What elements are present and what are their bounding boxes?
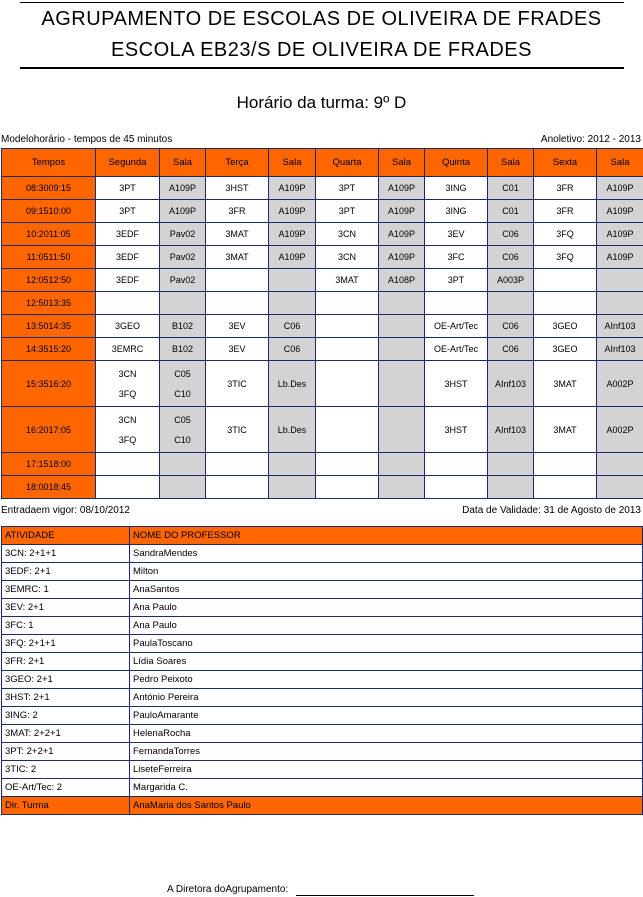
room-cell: A109P: [379, 177, 425, 200]
schedule-row: [2, 177, 643, 200]
subject-cell: 3GEO: [96, 315, 160, 338]
activity-cell: OE-Art/Tec: 2: [2, 779, 130, 797]
signature-line: [296, 895, 474, 896]
subject-cell: 3MAT: [534, 407, 597, 453]
column-header: Sexta: [534, 149, 597, 177]
subject-cell: OE-Art/Tec: [425, 315, 488, 338]
room-cell: [488, 292, 534, 315]
room-cell: C06: [269, 315, 316, 338]
room-cell: [379, 476, 425, 499]
subject-cell: [96, 476, 160, 499]
time-slot: 08:3009:15: [2, 177, 96, 200]
schedule-row: [2, 407, 643, 453]
room-cell: AInf103: [488, 361, 534, 407]
room-cell: [379, 407, 425, 453]
subject-cell: [206, 292, 269, 315]
time-slot: 11:0511:50: [2, 246, 96, 269]
column-header: Sala: [597, 149, 643, 177]
teacher-name-cell: PauloAmarante: [130, 707, 643, 725]
room-cell: A002P: [597, 361, 643, 407]
subject-cell: 3CN: [316, 246, 379, 269]
subject-cell: [316, 453, 379, 476]
room-cell: A109P: [597, 177, 643, 200]
teacher-name-cell: Margarida C.: [130, 779, 643, 797]
teacher-row: [2, 563, 643, 581]
subject-cell: 3PT: [96, 200, 160, 223]
column-header: Sala: [269, 149, 316, 177]
teacher-name-cell: FernandaTorres: [130, 743, 643, 761]
teacher-name-cell: LiseteFerreira: [130, 761, 643, 779]
subject-cell: 3ING: [425, 200, 488, 223]
subject-cell: 3EDF: [96, 223, 160, 246]
subject-entry: 3FQ: [118, 388, 137, 399]
room-cell: C06: [488, 246, 534, 269]
room-cell: [597, 292, 643, 315]
schedule-row: [2, 453, 643, 476]
column-header: Quinta: [425, 149, 488, 177]
teacher-row: [2, 671, 643, 689]
activity-cell: 3FR: 2+1: [2, 653, 130, 671]
subject-cell: 3EDF: [96, 269, 160, 292]
subject-entry: 3CN: [118, 368, 137, 379]
subject-cell: 3MAT: [206, 246, 269, 269]
column-header: Quarta: [316, 149, 379, 177]
room-cell: [160, 453, 206, 476]
room-cell: C01: [488, 177, 534, 200]
room-cell: A109P: [379, 200, 425, 223]
teacher-row: [2, 581, 643, 599]
room-cell: [488, 476, 534, 499]
activity-cell: 3FQ: 2+1+1: [2, 635, 130, 653]
schedule-row: [2, 361, 643, 407]
room-cell: A003P: [488, 269, 534, 292]
room-cell: [160, 476, 206, 499]
room-cell: [488, 453, 534, 476]
room-cell: Pav02: [160, 246, 206, 269]
subject-cell: [425, 476, 488, 499]
room-cell: [597, 453, 643, 476]
room-cell: Lb.Des: [269, 361, 316, 407]
teacher-name-cell: PaulaToscano: [130, 635, 643, 653]
activity-cell: 3ING: 2: [2, 707, 130, 725]
room-entry: C05: [174, 414, 191, 425]
teacher-name-cell: NOME DO PROFESSOR: [130, 527, 643, 545]
subject-cell: [534, 453, 597, 476]
subject-cell: 3EV: [206, 338, 269, 361]
subject-entry: 3CN: [118, 414, 137, 425]
time-slot: 15:3516:20: [2, 361, 96, 407]
teacher-name-cell: AnaMaria dos Santos Paulo: [130, 797, 643, 815]
room-cell: AInf103: [597, 315, 643, 338]
time-slot: 12:5013:35: [2, 292, 96, 315]
room-cell: [379, 315, 425, 338]
subject-cell: [316, 315, 379, 338]
teacher-row: [2, 599, 643, 617]
teachers-table: [1, 526, 643, 815]
school-title: ESCOLA EB23/S DE OLIVEIRA DE FRADES: [111, 39, 532, 61]
room-cell: [160, 407, 206, 453]
subject-cell: 3TIC: [206, 361, 269, 407]
teacher-name-cell: AnaSantos: [130, 581, 643, 599]
teacher-name-cell: Ana Paulo: [130, 617, 643, 635]
room-entry: C05: [174, 368, 191, 379]
room-cell: Lb.Des: [269, 407, 316, 453]
room-cell: C06: [488, 338, 534, 361]
activity-cell: 3PT: 2+2+1: [2, 743, 130, 761]
subject-cell: [534, 476, 597, 499]
subject-cell: 3FC: [425, 246, 488, 269]
room-cell: Pav02: [160, 223, 206, 246]
subject-cell: 3EDF: [96, 246, 160, 269]
subject-entry: 3FQ: [118, 434, 137, 445]
room-cell: A109P: [269, 223, 316, 246]
time-slot: 14:3515:20: [2, 338, 96, 361]
subject-cell: 3MAT: [316, 269, 379, 292]
subject-cell: 3EV: [206, 315, 269, 338]
teacher-row: [2, 761, 643, 779]
subject-cell: 3PT: [96, 177, 160, 200]
schedule-row: [2, 338, 643, 361]
subject-cell: 3EMRC: [96, 338, 160, 361]
subject-cell: [96, 407, 160, 453]
subject-cell: [96, 453, 160, 476]
time-slot: 13:5014:35: [2, 315, 96, 338]
subject-cell: 3GEO: [534, 338, 597, 361]
class-director-row: [2, 797, 643, 815]
time-slot: 12:0512:50: [2, 269, 96, 292]
room-cell: [597, 476, 643, 499]
room-cell: [379, 338, 425, 361]
activity-cell: 3FC: 1: [2, 617, 130, 635]
top-rule: [20, 2, 624, 3]
subject-cell: [316, 407, 379, 453]
schedule-row: [2, 315, 643, 338]
subject-cell: 3CN: [316, 223, 379, 246]
teacher-row: [2, 545, 643, 563]
time-slot: 10:2011:05: [2, 223, 96, 246]
subject-cell: 3PT: [316, 200, 379, 223]
subject-cell: 3HST: [425, 361, 488, 407]
subject-cell: [96, 292, 160, 315]
room-cell: C06: [488, 223, 534, 246]
schedule-row: [2, 269, 643, 292]
subject-cell: 3PT: [316, 177, 379, 200]
column-header: Sala: [488, 149, 534, 177]
time-slot: 16:2017:05: [2, 407, 96, 453]
room-cell: [597, 269, 643, 292]
room-cell: A109P: [379, 223, 425, 246]
room-cell: C06: [269, 338, 316, 361]
room-entry: C10: [174, 388, 191, 399]
teachers-header-row: [2, 527, 643, 545]
subject-cell: 3MAT: [534, 361, 597, 407]
subject-cell: [316, 292, 379, 315]
room-cell: [269, 292, 316, 315]
column-header: Sala: [160, 149, 206, 177]
subject-cell: 3FR: [534, 200, 597, 223]
subject-cell: [206, 269, 269, 292]
room-cell: [379, 453, 425, 476]
subject-cell: [96, 361, 160, 407]
subject-cell: OE-Art/Tec: [425, 338, 488, 361]
room-cell: [269, 453, 316, 476]
teacher-name-cell: SandraMendes: [130, 545, 643, 563]
school-group-title: AGRUPAMENTO DE ESCOLAS DE OLIVEIRA DE FRADES: [41, 8, 602, 30]
signature-label: A Diretora doAgrupamento:: [167, 884, 289, 895]
subject-cell: 3MAT: [206, 223, 269, 246]
room-cell: C01: [488, 200, 534, 223]
room-cell: A109P: [160, 200, 206, 223]
subject-cell: [534, 269, 597, 292]
subject-cell: [425, 453, 488, 476]
room-cell: A109P: [269, 246, 316, 269]
teacher-row: [2, 653, 643, 671]
room-cell: A109P: [597, 200, 643, 223]
room-cell: C06: [488, 315, 534, 338]
schedule-table: [1, 148, 643, 499]
room-cell: A109P: [269, 200, 316, 223]
subject-cell: 3HST: [206, 177, 269, 200]
room-cell: A109P: [597, 246, 643, 269]
room-cell: A002P: [597, 407, 643, 453]
subject-cell: [534, 292, 597, 315]
subject-cell: 3FR: [534, 177, 597, 200]
column-header: Terça: [206, 149, 269, 177]
teacher-name-cell: Pedro Peixoto: [130, 671, 643, 689]
subject-cell: 3HST: [425, 407, 488, 453]
teacher-name-cell: António Pereira: [130, 689, 643, 707]
activity-cell: 3CN: 2+1+1: [2, 545, 130, 563]
schedule-row: [2, 246, 643, 269]
subject-cell: 3GEO: [534, 315, 597, 338]
validity-date: Data de Validade: 31 de Agosto de 2013: [462, 505, 641, 516]
teacher-row: [2, 743, 643, 761]
schedule-row: [2, 200, 643, 223]
subject-cell: 3FQ: [534, 223, 597, 246]
activity-cell: 3EDF: 2+1: [2, 563, 130, 581]
activity-cell: Dir. Turma: [2, 797, 130, 815]
column-header: Segunda: [96, 149, 160, 177]
room-cell: [379, 361, 425, 407]
schedule-row: [2, 476, 643, 499]
subject-cell: 3TIC: [206, 407, 269, 453]
activity-cell: 3MAT: 2+2+1: [2, 725, 130, 743]
activity-cell: 3EMRC: 1: [2, 581, 130, 599]
room-cell: A108P: [379, 269, 425, 292]
activity-cell: 3GEO: 2+1: [2, 671, 130, 689]
room-cell: B102: [160, 315, 206, 338]
teacher-row: [2, 635, 643, 653]
time-slot: 18:0018:45: [2, 476, 96, 499]
teacher-row: [2, 617, 643, 635]
room-cell: [269, 476, 316, 499]
schedule-row: [2, 223, 643, 246]
activity-cell: 3HST: 2+1: [2, 689, 130, 707]
teacher-name-cell: HelenaRocha: [130, 725, 643, 743]
subject-cell: [425, 292, 488, 315]
room-cell: B102: [160, 338, 206, 361]
header-rule: [20, 67, 624, 69]
subject-cell: [316, 361, 379, 407]
teacher-row: [2, 779, 643, 797]
teacher-row: [2, 725, 643, 743]
teacher-name-cell: Ana Paulo: [130, 599, 643, 617]
teacher-name-cell: Milton: [130, 563, 643, 581]
room-cell: A109P: [160, 177, 206, 200]
room-cell: AInf103: [597, 338, 643, 361]
class-schedule-title: Horário da turma: 9º D: [236, 93, 407, 112]
subject-cell: [206, 476, 269, 499]
room-cell: A109P: [379, 246, 425, 269]
subject-cell: [316, 476, 379, 499]
activity-cell: 3TIC: 2: [2, 761, 130, 779]
school-year: Anoletivo: 2012 - 2013: [540, 134, 641, 145]
subject-cell: [316, 338, 379, 361]
schedule-header-row: [2, 149, 643, 177]
schedule-row: [2, 292, 643, 315]
room-cell: [379, 292, 425, 315]
activity-cell: ATIVIDADE: [2, 527, 130, 545]
column-header: Sala: [379, 149, 425, 177]
teacher-row: [2, 707, 643, 725]
teacher-name-cell: Lídia Soares: [130, 653, 643, 671]
model-note: Modelohorário - tempos de 45 minutos: [1, 134, 173, 145]
room-cell: AInf103: [488, 407, 534, 453]
room-cell: Pav02: [160, 269, 206, 292]
subject-cell: 3ING: [425, 177, 488, 200]
room-cell: [269, 269, 316, 292]
subject-cell: 3FQ: [534, 246, 597, 269]
effective-date: Entradaem vigor: 08/10/2012: [1, 505, 130, 516]
time-slot: 09:1510:00: [2, 200, 96, 223]
column-header: Tempos: [2, 149, 96, 177]
teacher-row: [2, 689, 643, 707]
subject-cell: 3PT: [425, 269, 488, 292]
time-slot: 17:1518:00: [2, 453, 96, 476]
room-cell: [160, 292, 206, 315]
room-entry: C10: [174, 434, 191, 445]
subject-cell: [206, 453, 269, 476]
subject-cell: 3FR: [206, 200, 269, 223]
activity-cell: 3EV: 2+1: [2, 599, 130, 617]
room-cell: A109P: [269, 177, 316, 200]
room-cell: A109P: [597, 223, 643, 246]
subject-cell: 3EV: [425, 223, 488, 246]
room-cell: [160, 361, 206, 407]
